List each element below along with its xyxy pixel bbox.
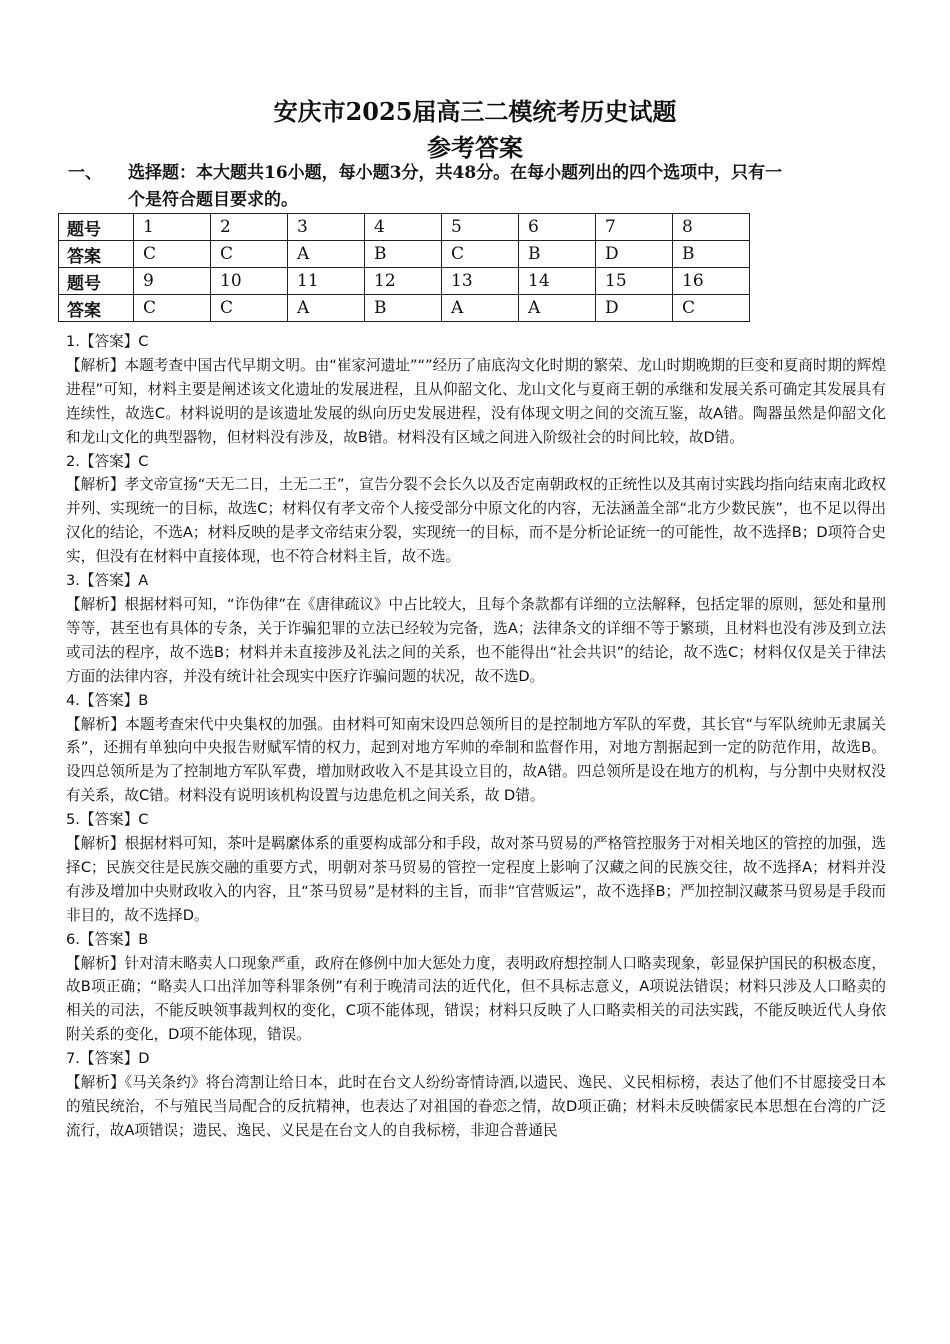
table-cell: A <box>288 295 365 322</box>
answer-heading: 7.【答案】D <box>66 1050 150 1068</box>
table-cell: A <box>442 295 519 322</box>
table-cell: 6 <box>519 214 596 241</box>
table-cell: A <box>519 295 596 322</box>
row-label: 题号 <box>59 268 134 295</box>
table-cell: 16 <box>673 268 750 295</box>
table-cell: 12 <box>365 268 442 295</box>
table-cell: 15 <box>596 268 673 295</box>
table-row <box>59 268 750 295</box>
answer-analysis: 【解析】孝文帝宣扬“天无二日，土无二王”，宣告分裂不会长久以及否定南朝政权的正统性以及其南讨实践均指向结束南北政权并列、实现统一的目标，故选C；材料仅有孝文帝个人接受部分中原文化的内容，无法涵盖全部“北方少数民族”，也不足以得出汉化的结论，不选A；材料反映的是孝文帝结束分裂，实现统一的目标，而不是分析论证统一的可能性，故不选择B；D项符合史实，但没有在材料中直接体现，也不符合材料主旨，故不选。 <box>66 476 886 566</box>
table-cell: 10 <box>211 268 288 295</box>
table-cell: C <box>442 241 519 268</box>
table-cell: 1 <box>134 214 211 241</box>
page-subtitle: 参考答案 <box>427 133 523 162</box>
answer-table <box>58 213 750 322</box>
table-cell: C <box>673 295 750 322</box>
table-cell: C <box>211 295 288 322</box>
table-row <box>59 214 750 241</box>
section-text-line1: 选择题：本大题共16小题，每小题3分，共48分。在每小题列出的四个选项中，只有一 <box>128 163 783 183</box>
answer-analysis: 【解析】根据材料可知，“诈伪律”在《唐律疏议》中占比较大，且每个条款都有详细的立法解释，包括定罪的原则，惩处和量刑等等，甚至也有具体的专条，关于诈骗犯罪的立法已经较为完备，选A；法律条文的详细不等于繁琐，且材料也没有涉及到立法或司法的程序，故不选B；材料并未直接涉及礼法之间的关系，也不能得出“社会共识”的结论，故不选C；材料仅仅是关于律法方面的法律内容，并没有统计社会现实中医疗诈骗问题的状况，故不选D。 <box>66 595 886 685</box>
table-cell: 4 <box>365 214 442 241</box>
answer-heading: 6.【答案】B <box>66 930 149 948</box>
answer-heading: 2.【答案】C <box>66 452 149 470</box>
answer-heading: 5.【答案】C <box>66 811 149 829</box>
table-row <box>59 295 750 322</box>
table-cell: D <box>596 295 673 322</box>
row-label: 答案 <box>59 241 134 268</box>
table-cell: D <box>596 241 673 268</box>
answer-heading: 3.【答案】A <box>66 572 149 590</box>
row-label: 答案 <box>59 295 134 322</box>
table-cell: 2 <box>211 214 288 241</box>
page-title: 安庆市2025届高三二模统考历史试题 <box>273 97 677 126</box>
answer-analysis: 【解析】本题考查中国古代早期文明。由“崔家河遗址”“”经历了庙底沟文化时期的繁荣、龙山时期晚期的巨变和夏商时期的辉煌进程”可知，材料主要是阐述该文化遗址的发展进程，且从仰韶文化、龙山文化与夏商王朝的承继和发展关系可确定其发展具有连续性，故选C。材料说明的是该遗址发展的纵向历史发展进程，没有体现文明之间的交流互鉴，故A错。陶器虽然是仰韶文化和龙山文化的典型器物，但材料没有涉及，故B错。材料没有区域之间进入阶级社会的时间比较，故D错。 <box>66 356 886 446</box>
table-cell: B <box>673 241 750 268</box>
table-cell: 8 <box>673 214 750 241</box>
table-cell: C <box>211 241 288 268</box>
table-row <box>59 241 750 268</box>
table-cell: C <box>134 295 211 322</box>
table-cell: 14 <box>519 268 596 295</box>
answer-analysis: 【解析】《马关条约》将台湾割让给日本，此时在台文人纷纷寄情诗酒,以遗民、逸民、义民相标榜，表达了他们不甘愿接受日本的殖民统治，不与殖民当局配合的反抗精神，也表达了对祖国的眷恋之情，故D项正确；材料未反映儒家民本思想在台湾的广泛流行，故A项错误；遗民、逸民、义民是在台文人的自我标榜，非迎合普通民 <box>66 1074 886 1139</box>
table-cell: 11 <box>288 268 365 295</box>
section-number: 一、 <box>68 163 102 183</box>
answer-heading: 4.【答案】B <box>66 691 149 709</box>
answer-analysis: 【解析】本题考查宋代中央集权的加强。由材料可知南宋设四总领所目的是控制地方军队的军费，其长官“与军队统帅无隶属关系”，还拥有单独向中央报告财赋军情的权力，起到对地方军帅的牵制和监督作用，对地方割据起到一定的防范作用，故选B。设四总领所是为了控制地方军队军费，增加财政收入不是其设立目的，故A错。四总领所是设在地方的机构，与分割中央财权没有关系，故C错。材料没有说明该机构设置与边患危机之间关系，故 D错。 <box>66 715 886 805</box>
table-cell: A <box>288 241 365 268</box>
row-label: 题号 <box>59 214 134 241</box>
answer-analysis: 【解析】根据材料可知，茶叶是羁縻体系的重要构成部分和手段，故对茶马贸易的严格管控服务于对相关地区的管控的加强，选择C；民族交往是民族交融的重要方式，明朝对茶马贸易的管控一定程度上影响了汉藏之间的民族交往，故不选择A；材料并没有涉及增加中央财政收入的内容，且“茶马贸易”是材料的主旨，而非“官营贩运”，故不选择B；严加控制汉藏茶马贸易是手段而非目的，故不选择D。 <box>66 835 886 924</box>
table-cell: B <box>365 241 442 268</box>
table-cell: C <box>134 241 211 268</box>
table-cell: 13 <box>442 268 519 295</box>
section-text-line2: 个是符合题目要求的。 <box>128 190 298 210</box>
table-cell: 9 <box>134 268 211 295</box>
table-cell: 3 <box>288 214 365 241</box>
answer-heading: 1.【答案】C <box>66 333 149 350</box>
table-cell: 5 <box>442 214 519 241</box>
table-cell: B <box>365 295 442 322</box>
answer-analysis: 【解析】针对清末略卖人口现象严重，政府在修例中加大惩处力度，表明政府想控制人口略卖现象，彰显保护国民的积极态度，故B项正确；“略卖人口出洋加等科罪条例”有利于晚清司法的近代化，但不具标志意义，A项说法错误；材料只涉及人口略卖的相关的司法，不能反映领事裁判权的变化，C项不能体现，错误；材料只反映了人口略卖相关的司法实践，不能反映近代人身依附关系的变化，D项不能体现，错误。 <box>66 954 886 1044</box>
answer-explanations <box>66 330 886 1143</box>
table-cell: 7 <box>596 214 673 241</box>
table-cell: B <box>519 241 596 268</box>
